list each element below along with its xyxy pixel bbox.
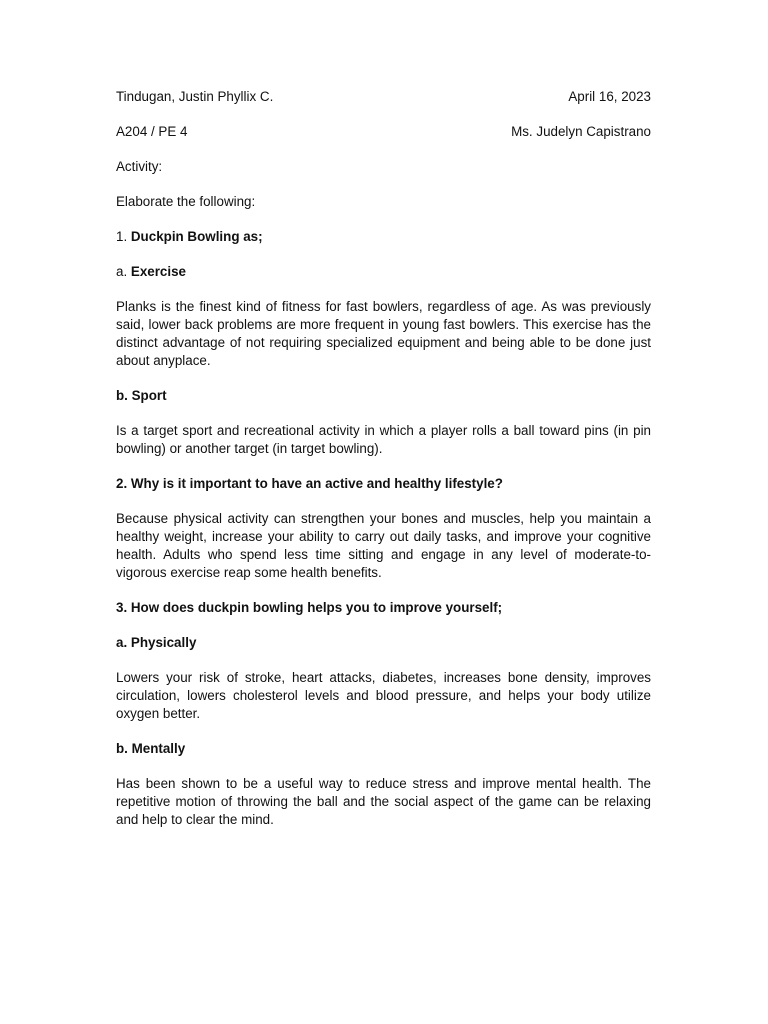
q3-b-title: b. Mentally: [116, 741, 186, 756]
teacher-name: Ms. Judelyn Capistrano: [511, 124, 651, 139]
date: April 16, 2023: [568, 89, 651, 104]
q1-number: 1.: [116, 229, 131, 244]
q1-a-prefix: a.: [116, 264, 131, 279]
q1-a-title: Exercise: [130, 264, 186, 279]
header-row-2: [116, 123, 651, 141]
q1-b-title: b. Sport: [116, 388, 167, 403]
q1-heading: [116, 228, 651, 246]
activity-label: Activity:: [116, 159, 163, 174]
q2-text: Because physical activity can strengthen your bones and muscles, help you maintain a healthy weight, increase your ability to carry out daily tasks, and improve your cognitive health. Adults who spend less time sitting and engage in any level of moderate-to-vigorous exercise reap some health benefits.: [116, 511, 651, 580]
q2-title: 2. Why is it important to have an active and healthy lifestyle?: [116, 476, 503, 491]
q1-b-text: Is a target sport and recreational activity in which a player rolls a ball toward pins (in pin bowling) or another target (in target bowling).: [116, 423, 651, 456]
q1-title: Duckpin Bowling as;: [130, 229, 263, 244]
section: A204 / PE 4: [116, 124, 188, 139]
q1-a-text: Planks is the finest kind of fitness for fast bowlers, regardless of age. As was previously said, lower back problems are more frequent in young fast bowlers. This exercise has the distinct advantage of not requiring specialized equipment and being able to be done just about anyplace.: [116, 299, 651, 368]
q3-b-text: Has been shown to be a useful way to reduce stress and improve mental health. The repetitive motion of throwing the ball and the social aspect of the game can be relaxing and help to clear the mind.: [116, 776, 651, 827]
q1-a-heading: [116, 263, 651, 281]
header-row-1: [116, 88, 651, 106]
document-body: [116, 88, 651, 829]
q3-title: 3. How does duckpin bowling helps you to improve yourself;: [116, 600, 503, 615]
student-name: Tindugan, Justin Phyllix C.: [116, 89, 274, 104]
instruction: Elaborate the following:: [116, 194, 256, 209]
q3-a-text: Lowers your risk of stroke, heart attacks, diabetes, increases bone density, improves circulation, lowers cholesterol levels and blood pressure, and helps your body utilize oxygen better.: [116, 670, 651, 721]
q3-a-title: a. Physically: [116, 635, 197, 650]
